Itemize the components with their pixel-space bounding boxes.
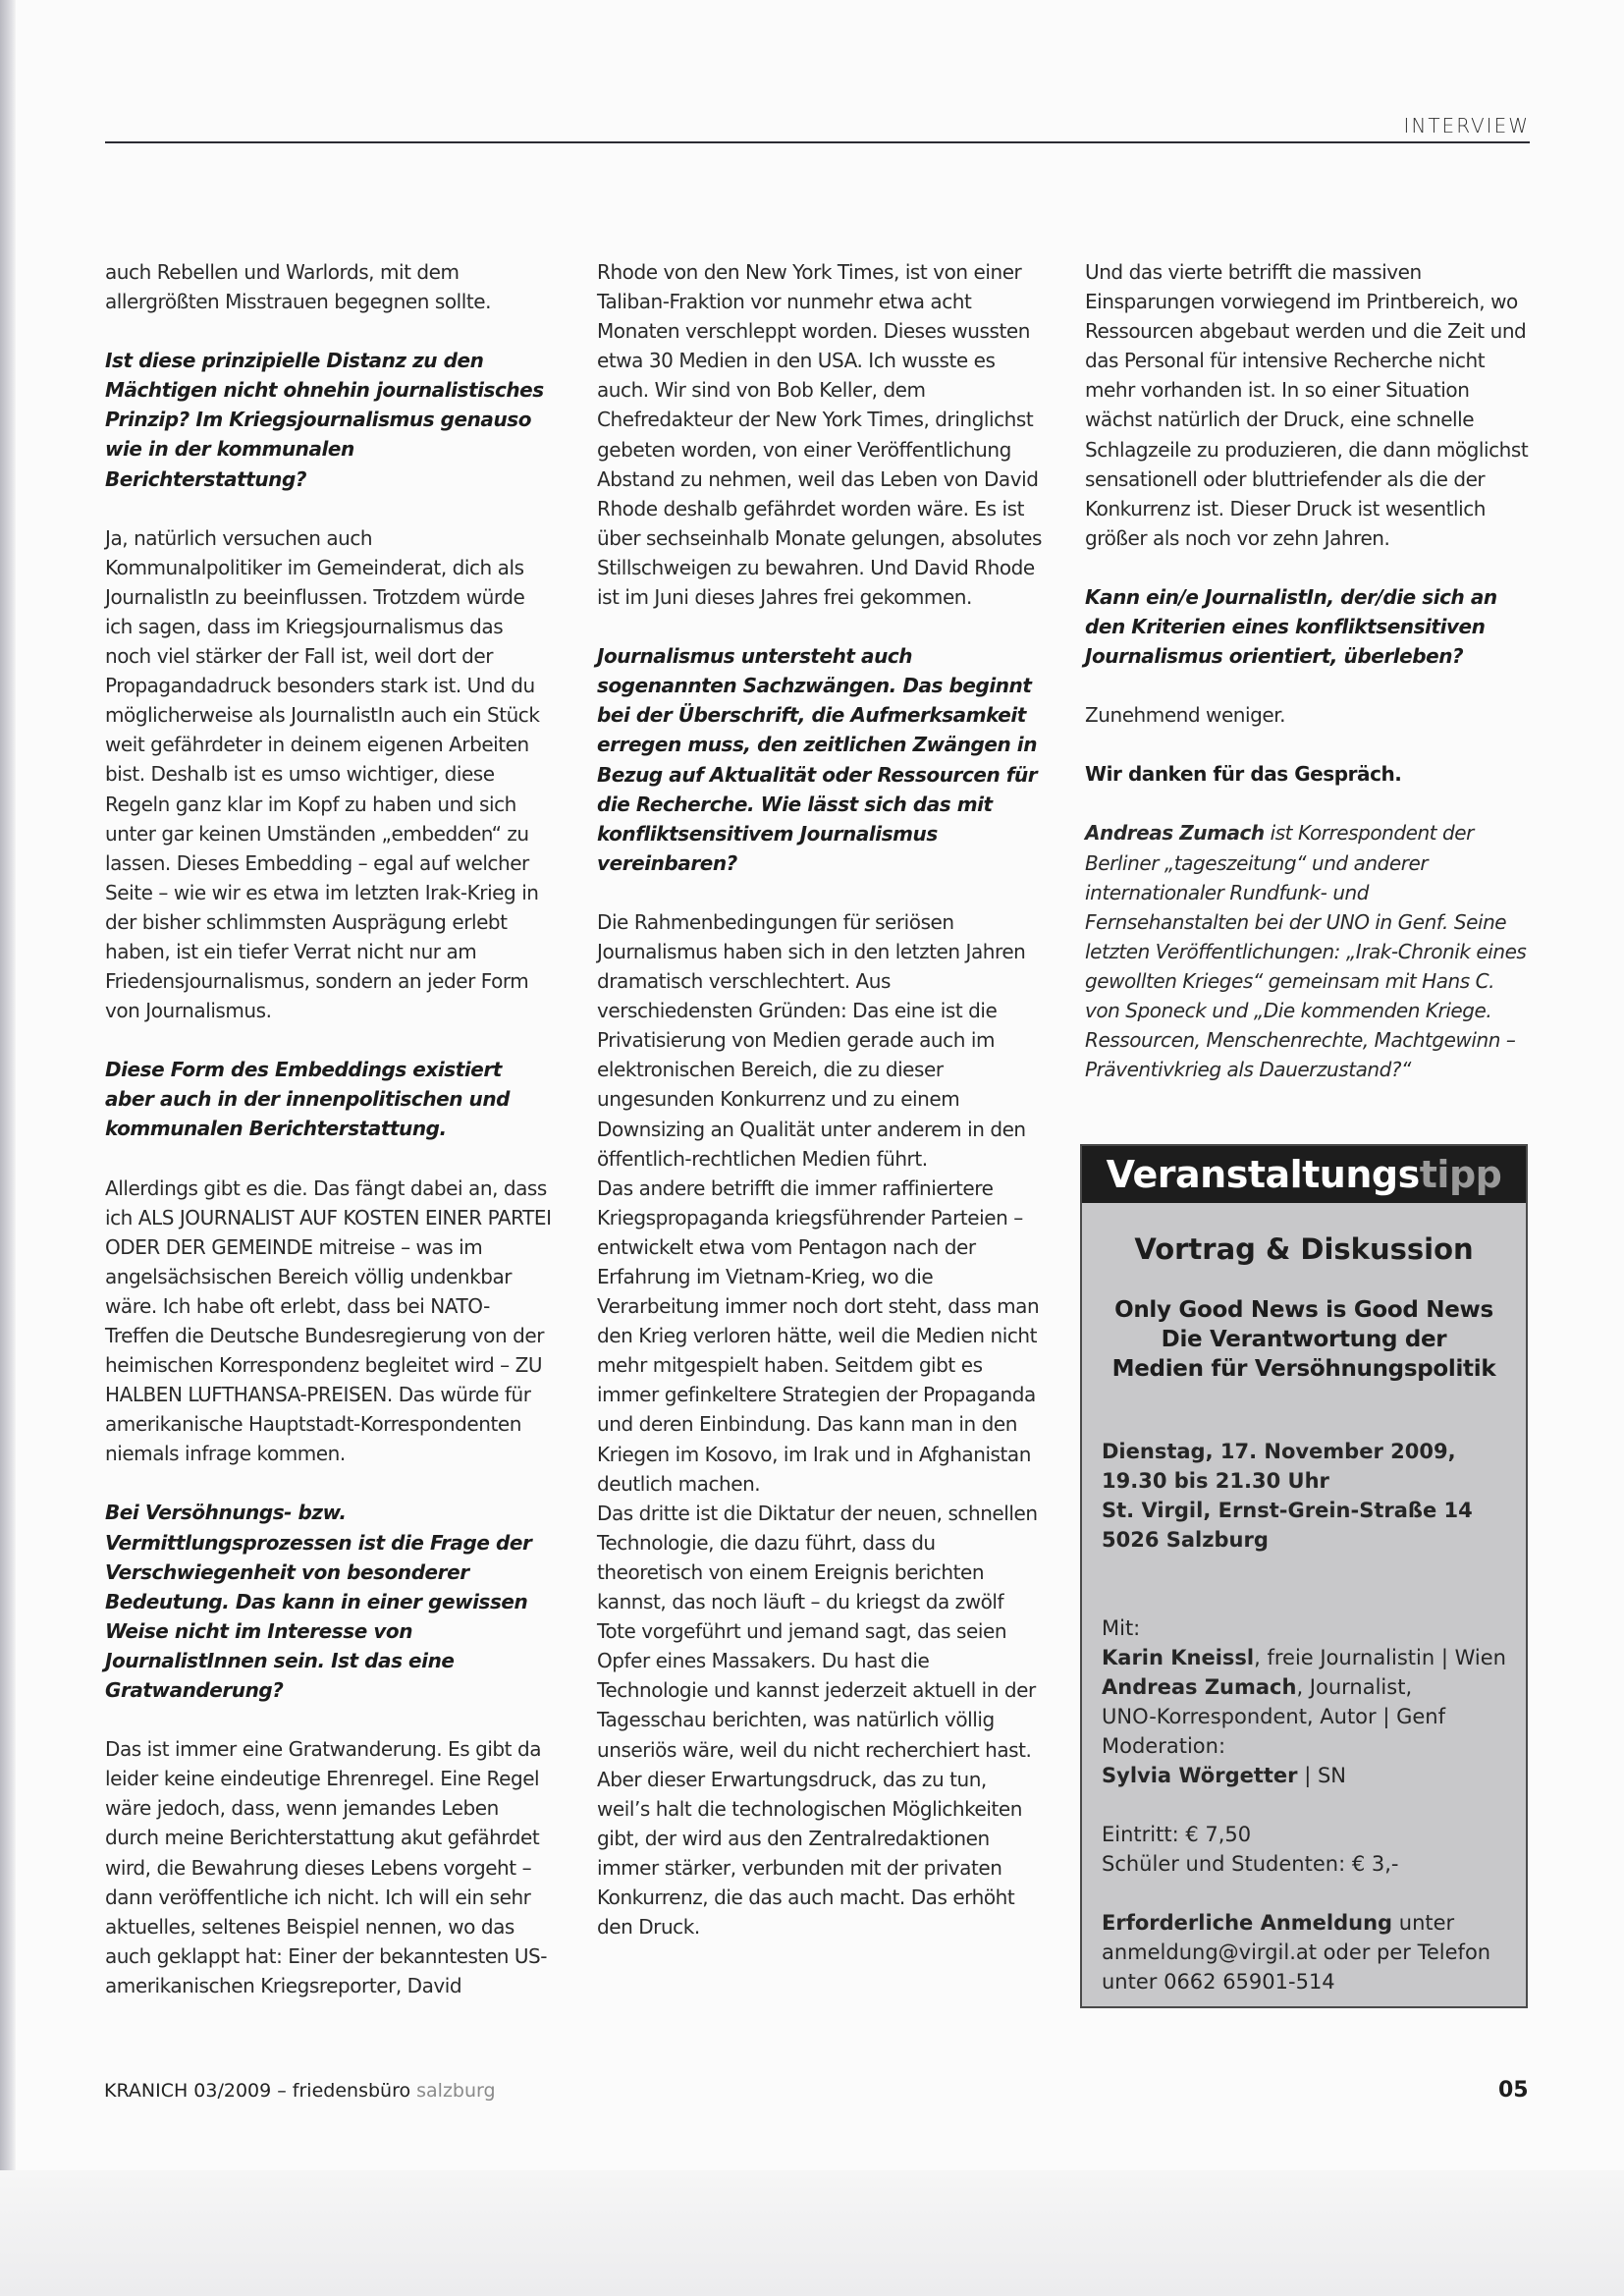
answer-paragraph: Ja, natürlich versuchen auch Kommunalpolitiker im Gemeinderat, dich als JournalistIn zu beeinflussen. Trotzdem würde ich sagen, dass im Kriegsjournalismus das noch viel stärker der Fall ist, weil dort der Propagandadruck besonders stark ist. Und du möglicherweise als JournalistIn auch ein Stück weit gefährdeter in deinem eigenen Arbeiten bist. Deshalb ist es umso wichtiger, diese Regeln ganz klar im Kopf zu haben und sich unter gar keinen Umständen „embedden“ zu lassen. Dieses Embedding – egal auf welcher Seite – wie wir es etwa im letzten Irak-Krieg in der bisher schlimmsten Ausprägung erlebt haben, ist ein tiefer Verrat nicht nur am Friedensjournalismus, sondern an jeder Form von Journalismus. — [105, 525, 540, 1023]
event-participants — [1102, 1613, 1526, 1790]
page-number: 05 — [1498, 2078, 1529, 2103]
registration-label: Erforderliche Anmeldung — [1102, 1911, 1393, 1935]
interview-question: Journalismus untersteht auch sogenannten Sachzwängen. Das beginnt bei der Überschrift, die Aufmerksamkeit erregen muss, den zeitlichen Zwängen in Bezug auf Aktualität oder Ressourcen für die Recherche. Wie lässt sich das mit konfliktsensitivem Journalismus vereinbaren? — [597, 644, 1038, 875]
speaker — [1102, 1643, 1526, 1672]
registration-email: anmeldung@virgil.at oder per Telefon — [1102, 1941, 1491, 1964]
price-reduced: Schüler und Studenten: € 3,- — [1102, 1852, 1399, 1876]
author-bio — [1085, 818, 1532, 1084]
event-title-line: Medien für Versöhnungspolitik — [1111, 1356, 1496, 1382]
answer-paragraph: Das dritte ist die Diktatur der neuen, schnellen Technologie, die dazu führt, dass du theoretisch von einem Ereignis berichten kannst, das noch läuft – du kriegst da zwölf Tote vorgeführt und jemand sagt, das seien Opfer eines Massakers. Du hast die Technologie und kannst jederzeit aktuell in der Tagesschau berichten, was natürlich völlig unseriös wäre, weil du nicht recherchiert hast. Aber dieser Erwartungsdruck, das zu tun, weil’s halt die technologischen Möglichkeiten gibt, der wird aus den Zentralredaktionen immer stärker, verbunden mit der privaten Konkurrenz, die das auch macht. Das erhöht den Druck. — [597, 1501, 1038, 1940]
event-time: 19.30 bis 21.30 Uhr — [1102, 1469, 1329, 1493]
footer-publication-city: salzburg — [410, 2080, 496, 2102]
event-tip-header-accent: tipp — [1419, 1153, 1502, 1196]
event-registration — [1102, 1908, 1526, 1996]
speaker — [1102, 1672, 1526, 1702]
event-prices — [1102, 1820, 1526, 1879]
answer-paragraph: Allerdings gibt es die. Das fängt dabei an, dass ich ALS JOURNALIST AUF KOSTEN EINER PARTEI ODER DER GEMEINDE mitreise – was im angelsächsischen Bereich völlig undenkbar wäre. Ich habe oft erlebt, dass bei NATO-Treffen die Deutsche Bundesregierung von der heimischen Korrespondenz begleitet wird – ZU HALBEN LUFTHANSA-PREISEN. Das würde für amerikanische Hauptstadt-Korrespondenten niemals infrage kommen. — [105, 1175, 552, 1466]
interview-question: Kann ein/e JournalistIn, der/die sich an den Kriterien eines konfliktsensitiven Journalismus orientiert, überleben? — [1085, 584, 1497, 669]
moderation-label: Moderation: — [1102, 1734, 1226, 1758]
interview-question: Bei Versöhnungs- bzw. Vermittlungsprozessen ist die Frage der Verschwiegenheit von besonderer Bedeutung. Das kann in einer gewissen Weise nicht im Interesse von JournalistInnen sein. Ist das eine Gratwanderung? — [105, 1501, 532, 1703]
header-rule — [105, 141, 1530, 143]
speaker-role: , freie Journalistin | Wien — [1254, 1646, 1506, 1669]
event-type: Vortrag & Diskussion — [1134, 1232, 1474, 1266]
answer-paragraph: Und das vierte betrifft die massiven Einsparungen vorwiegend im Printbereich, wo Ressourcen abgebaut werden und die Zeit und das Personal für intensive Recherche nicht mehr vorhanden ist. In so einer Situation wächst natürlich der Druck, eine schnelle Schlagzeile zu produzieren, die dann möglichst sensationell oder bluttriefender als die der Konkurrenz ist. Dieser Druck ist wesentlich größer als noch vor zehn Jahren. — [1085, 260, 1529, 550]
answer-paragraph: Rhode von den New York Times, ist von einer Taliban-Fraktion vor nunmehr etwa acht Monaten verschleppt worden. Dieses wussten etwa 30 Medien in den USA. Ich wusste es auch. Wir sind von Bob Keller, dem Chefredakteur der New York Times, dringlichst gebeten worden, von einer Veröffentlichung Abstand zu nehmen, weil das Leben von David Rhode deshalb gefährdet worden wäre. Es ist über sechseinhalb Monate gelungen, absolutes Stillschweigen zu bewahren. Und David Rhode ist im Juni dieses Jahres frei gekommen. — [597, 260, 1042, 610]
answer-paragraph: auch Rebellen und Warlords, mit dem allergrößten Misstrauen begegnen sollte. — [105, 260, 492, 314]
speaker-name: Andreas Zumach — [1102, 1675, 1297, 1699]
footer-publication — [104, 2080, 496, 2102]
moderator — [1102, 1761, 1526, 1790]
moderator-name: Sylvia Wörgetter — [1102, 1764, 1298, 1787]
registration-text: unter — [1392, 1911, 1455, 1935]
event-title-line: Only Good News is Good News — [1114, 1297, 1493, 1323]
article-column-3 — [1085, 257, 1532, 1114]
speaker-role: , Journalist, — [1296, 1675, 1413, 1699]
author-bio-text: ist Korrespondent der Berliner „tageszeitung“ und anderer internationaler Rundfunk- und Fernsehanstalten bei der UNO in Genf. Seine letzten Veröffentlichungen: „Irak-Chronik eines gewollten Krieges“ gemeinsam mit Hans C. von Sponeck und „Die kommenden Kriege. Ressourcen, Menschenrechte, Machtgewinn – Präventivkrieg als Dauerzustand?“ — [1085, 821, 1527, 1082]
event-date: Dienstag, 17. November 2009, — [1102, 1440, 1456, 1463]
page-binding-shadow — [0, 0, 16, 2296]
speaker-name: Karin Kneissl — [1102, 1646, 1255, 1669]
answer-paragraph: Das andere betrifft die immer raffiniertere Kriegspropaganda kriegsführender Parteien – entwickelt etwa vom Pentagon nach der Erfahrung im Vietnam-Krieg, wo die Verarbeitung immer noch dort steht, dass man den Krieg verloren hätte, weil die Medien nicht mehr mitgespielt haben. Seitdem gibt es immer gefinkeltere Strategien der Propaganda und deren Einbindung. Das kann man in den Kriegen im Kosovo, im Irak und in Afghanistan deutlich machen. — [597, 1175, 1040, 1496]
event-details — [1082, 1437, 1526, 1996]
article-column-1 — [105, 257, 552, 2030]
article-column-2 — [597, 257, 1044, 1971]
moderator-role: | SN — [1297, 1764, 1346, 1787]
event-tip-header-main: Veranstaltungs — [1106, 1153, 1420, 1196]
footer-publication-name: KRANICH 03/2009 – friedensbüro — [104, 2080, 411, 2102]
event-title-line: Die Verantwortung der — [1161, 1327, 1447, 1352]
with-label: Mit: — [1102, 1616, 1141, 1640]
answer-paragraph: Das ist immer eine Gratwanderung. Es gibt da leider keine eindeutige Ehrenregel. Eine Regel wäre jedoch, dass, wenn jemandes Leben durch meine Berichterstattung akut gefährdet wird, die Bewahrung dieses Lebens vorgeht – dann veröffentliche ich nicht. Ich will ein sehr aktuelles, seltenes Beispiel nennen, wo das auch geklappt hat: Einer der bekanntesten US-amerikanischen Kriegsreporter, David — [105, 1737, 548, 1997]
closing-thanks: Wir danken für das Gespräch. — [1085, 762, 1402, 787]
registration-phone: unter 0662 65901-514 — [1102, 1970, 1335, 1994]
event-title — [1082, 1295, 1526, 1384]
interview-question: Diese Form des Embeddings existiert aber auch in der innenpolitischen und kommunalen Berichterstattung. — [105, 1058, 510, 1141]
event-city: 5026 Salzburg — [1102, 1528, 1269, 1552]
price-regular: Eintritt: € 7,50 — [1102, 1823, 1252, 1846]
event-tip-box — [1080, 1144, 1528, 2008]
section-label: INTERVIEW — [1403, 114, 1530, 137]
event-tip-header — [1082, 1146, 1526, 1203]
event-venue: St. Virgil, Ernst-Grein-Straße 14 — [1102, 1499, 1473, 1522]
event-date-location — [1102, 1437, 1526, 1555]
author-name: Andreas Zumach — [1085, 821, 1265, 846]
answer-paragraph: Zunehmend weniger. — [1085, 703, 1286, 728]
interview-question: Ist diese prinzipielle Distanz zu den Mächtigen nicht ohnehin journalistisches Prinzip? Im Kriegsjournalismus genauso wie in der kommunalen Berichterstattung? — [105, 349, 544, 491]
page-bottom-shade — [0, 2170, 1624, 2296]
answer-paragraph: Die Rahmenbedingungen für seriösen Journalismus haben sich in den letzten Jahren dramatisch verschlechtert. Aus verschiedensten Gründen: Das eine ist die Privatisierung von Medien gerade auch im elektronischen Bereich, die zu dieser ungesunden Konkurrenz und zu einem Downsizing an Qualität unter anderem in den öffentlich-rechtlichen Medien führt. — [597, 909, 1026, 1171]
speaker-role-cont: UNO-Korrespondent, Autor | Genf — [1102, 1705, 1445, 1728]
